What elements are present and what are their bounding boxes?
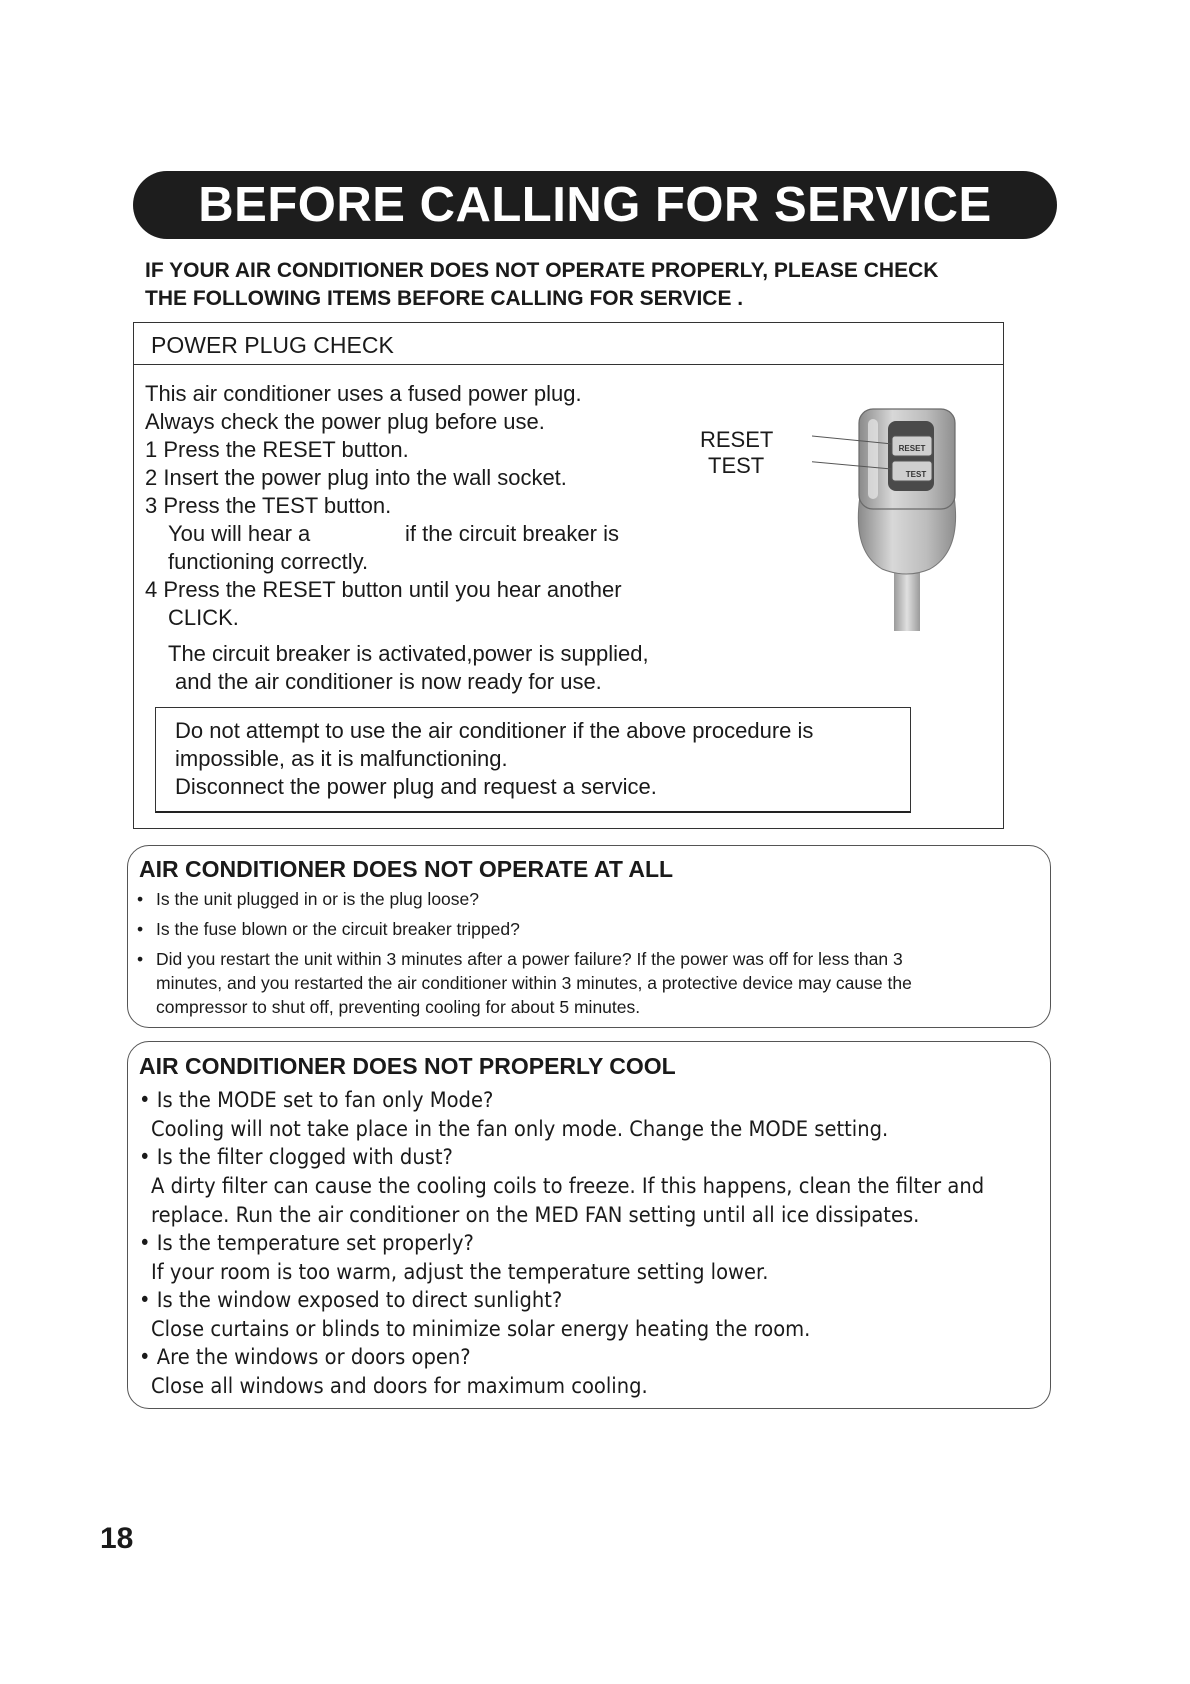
power-plug-header [134,323,1003,365]
cool-question: • Are the windows or doors open? [139,1345,471,1369]
title-banner [133,171,1057,239]
power-plug-icon [812,401,992,631]
cool-answer: Close curtains or blinds to minimize solar energy heating the room. [151,1317,811,1341]
list-item: • Is the unit plugged in or is the plug loose? [137,889,479,909]
cool-question: • Is the MODE set to fan only Mode? [139,1088,494,1112]
plug-line: if the circuit breaker is [405,521,619,546]
plug-line: Always check the power plug before use. [145,409,545,434]
plug-line: This air conditioner uses a fused power plug. [145,381,582,406]
list-item: • Did you restart the unit within 3 minutes after a power failure? If the power was off for less than 3 [137,949,903,969]
warning-line: Do not attempt to use the air conditioner if the above procedure is [175,718,814,743]
cool-answer: Close all windows and doors for maximum cooling. [151,1374,648,1398]
cool-question: • Is the window exposed to direct sunlight? [139,1288,563,1312]
cool-question: • Is the filter clogged with dust? [139,1145,453,1169]
plug-test-text: TEST [905,470,927,479]
cool-answer: Cooling will not take place in the fan only mode. Change the MODE setting. [151,1117,889,1141]
intro-line-2: THE FOLLOWING ITEMS BEFORE CALLING FOR SERVICE . [145,287,744,310]
plug-line: functioning correctly. [168,549,369,574]
page-number: 18 [100,1522,134,1555]
power-plug-heading: POWER PLUG CHECK [151,332,394,358]
test-callout-label: TEST [708,453,765,478]
reset-callout-label: RESET [700,427,774,452]
plug-step-2: 2 Insert the power plug into the wall socket. [145,465,567,490]
intro-text [145,257,1045,313]
plug-step-3: 3 Press the TEST button. [145,493,392,518]
cool-answer: replace. Run the air conditioner on the MED FAN setting until all ice dissipates. [151,1203,920,1227]
plug-line: The circuit breaker is activated,power is supplied, [168,641,649,666]
warning-box [155,707,911,813]
warning-line: impossible, as it is malfunctioning. [175,746,508,771]
not-operate-panel [127,845,1051,1028]
page-title: BEFORE CALLING FOR SERVICE [198,178,992,232]
not-cool-title: AIR CONDITIONER DOES NOT PROPERLY COOL [139,1053,676,1079]
not-operate-title: AIR CONDITIONER DOES NOT OPERATE AT ALL [139,856,674,882]
plug-step-1: 1 Press the RESET button. [145,437,409,462]
cool-answer: If your room is too warm, adjust the temperature setting lower. [151,1260,769,1284]
plug-reset-text: RESET [898,444,926,453]
plug-line: and the air conditioner is now ready for use. [175,669,602,694]
warning-line: Disconnect the power plug and request a service. [175,774,657,799]
plug-step-4: 4 Press the RESET button until you hear another [145,577,622,602]
cool-question: • Is the temperature set properly? [139,1231,474,1255]
intro-line-1: IF YOUR AIR CONDITIONER DOES NOT OPERATE PROPERLY, PLEASE CHECK [145,259,939,282]
plug-line: CLICK. [168,605,239,630]
not-cool-panel [127,1041,1051,1409]
cool-answer: A dirty filter can cause the cooling coils to freeze. If this happens, clean the filter and [151,1174,985,1198]
list-item: • Is the fuse blown or the circuit breaker tripped? [137,919,520,939]
list-item-continued: compressor to shut off, preventing cooling for about 5 minutes. [156,997,641,1017]
list-item-continued: minutes, and you restarted the air conditioner within 3 minutes, a protective device may cause the [156,973,912,993]
plug-line: You will hear a [168,521,311,546]
